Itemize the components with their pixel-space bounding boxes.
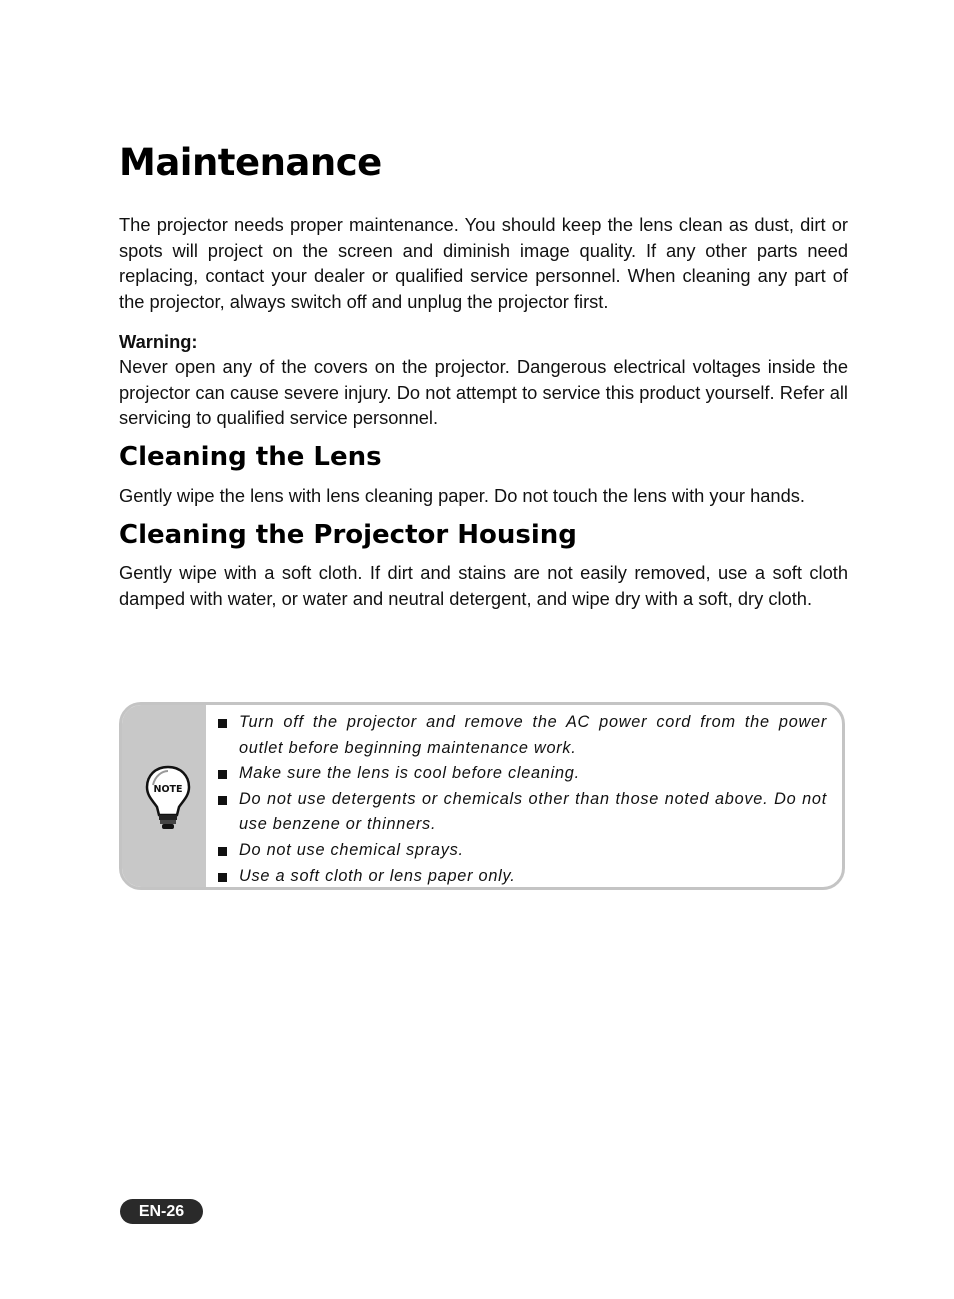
- note-item: [215, 761, 827, 787]
- note-sidebar: [122, 705, 206, 887]
- note-item-text: Do not use chemical sprays.: [239, 840, 464, 859]
- note-icon-label: NOTE: [153, 784, 183, 795]
- page-title: Maintenance: [119, 141, 382, 184]
- section-heading-cleaning-lens: Cleaning the Lens: [119, 442, 382, 472]
- bullet-square-icon: [218, 796, 227, 805]
- warning-label: Warning:: [119, 331, 198, 352]
- note-item: [215, 864, 827, 890]
- bullet-square-icon: [218, 873, 227, 882]
- bullet-square-icon: [218, 847, 227, 856]
- note-item-text: Use a soft cloth or lens paper only.: [239, 866, 516, 885]
- section-text-cleaning-housing: Gently wipe with a soft cloth. If dirt and stains are not easily removed, use a soft cloth damped with water, or water and neutral detergent, and wipe dry with a soft, dry cloth.: [119, 562, 848, 609]
- section-text-cleaning-lens: Gently wipe the lens with lens cleaning paper. Do not touch the lens with your hands.: [119, 485, 805, 506]
- bullet-square-icon: [218, 770, 227, 779]
- bullet-square-icon: [218, 719, 227, 728]
- section-heading-cleaning-housing: Cleaning the Projector Housing: [119, 520, 577, 550]
- warning-text: Never open any of the covers on the projector. Dangerous electrical voltages inside the projector can cause severe injury. Do not attempt to service this product yourself. Refer all servicing to qualified service personnel.: [119, 356, 848, 428]
- note-list: [215, 710, 827, 889]
- note-item-text: Turn off the projector and remove the AC power cord from the power outlet before beginning maintenance work.: [239, 713, 827, 757]
- note-item-text: Do not use detergents or chemicals other than those noted above. Do not use benzene or thinners.: [239, 789, 827, 834]
- note-item: [215, 710, 827, 761]
- page-number-badge: EN-26: [120, 1199, 203, 1224]
- note-item: [215, 787, 827, 838]
- note-bulb-icon: [145, 765, 191, 831]
- intro-paragraph: The projector needs proper maintenance. You should keep the lens clean as dust, dirt or spots will project on the screen and diminish image quality. If any other parts need replacing, contact your dealer or qualified service personnel. When cleaning any part of the projector, always switch off and unplug the projector first.: [119, 214, 848, 312]
- note-item: [215, 838, 827, 864]
- note-item-text: Make sure the lens is cool before cleaning.: [239, 764, 580, 783]
- note-box: [119, 702, 845, 890]
